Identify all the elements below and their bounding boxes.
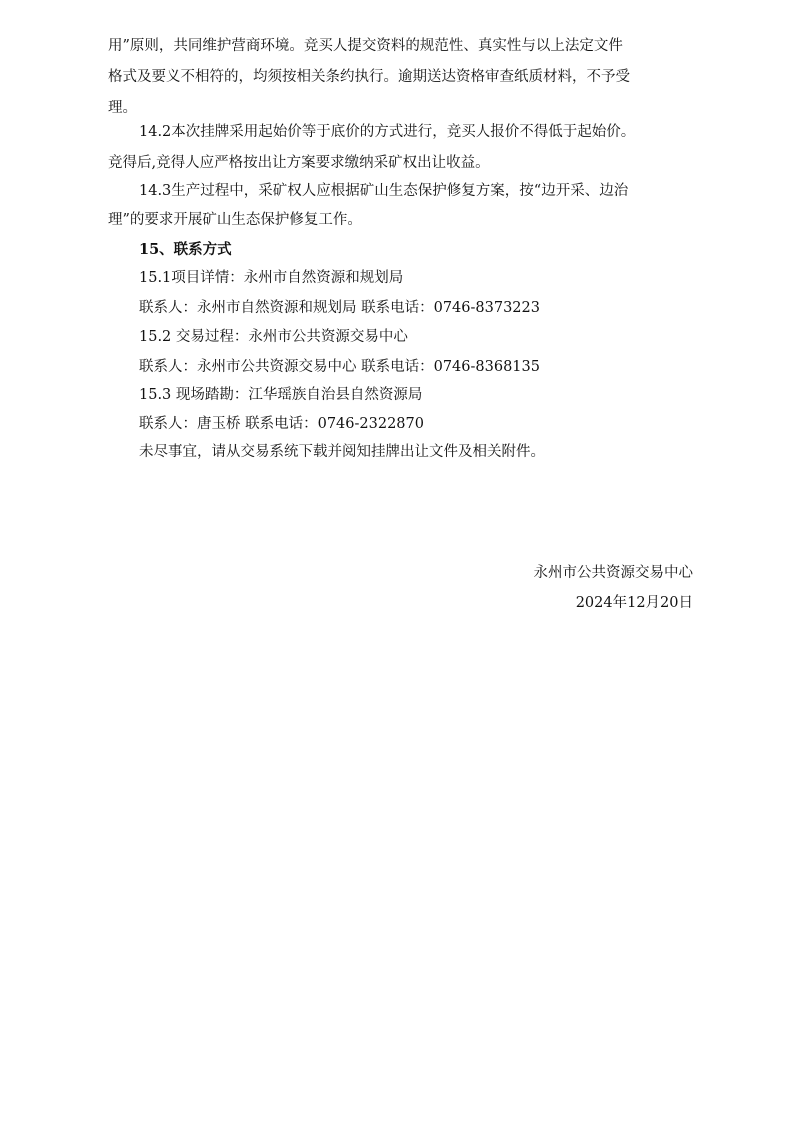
paragraph-1-line-2: 格式及要义不相符的，均须按相关条约执行。逾期送达资格审查纸质材料，不予受 xyxy=(108,69,630,85)
closing-note: 未尽事宜，请从交易系统下载并阅知挂牌出让文件及相关附件。 xyxy=(139,444,545,460)
signature-date: 2024年12月20日 xyxy=(575,595,693,611)
paragraph-14-2-line-2: 竞得后,竞得人应严格按出让方案要求缴纳采矿权出让收益。 xyxy=(108,155,490,171)
contact-site-survey-person: 联系人：唐玉桥 联系电话：0746-2322870 xyxy=(139,416,424,432)
contact-project-details-person: 联系人：永州市自然资源和规划局 联系电话：0746-8373223 xyxy=(139,300,540,316)
paragraph-14-2-line-1: 14.2本次挂牌采用起始价等于底价的方式进行，竞买人报价不得低于起始价。 xyxy=(139,124,636,140)
paragraph-14-3-line-2: 理”的要求开展矿山生态保护修复工作。 xyxy=(108,212,362,228)
contact-trading-process-person: 联系人：永州市公共资源交易中心 联系电话：0746-8368135 xyxy=(139,359,540,375)
paragraph-14-3-line-1: 14.3生产过程中，采矿权人应根据矿山生态保护修复方案，按“边开采、边治 xyxy=(139,183,629,199)
contact-site-survey: 15.3 现场踏勘：江华瑶族自治县自然资源局 xyxy=(139,387,423,403)
contact-trading-process: 15.2 交易过程：永州市公共资源交易中心 xyxy=(139,329,408,345)
signature-organization: 永州市公共资源交易中心 xyxy=(533,565,693,581)
contact-project-details: 15.1项目详情：永州市自然资源和规划局 xyxy=(139,270,404,286)
paragraph-1-line-1: 用”原则，共同维护营商环境。竞买人提交资料的规范性、真实性与以上法定文件 xyxy=(108,38,623,54)
paragraph-1-line-3: 理。 xyxy=(108,100,137,116)
section-heading: 15、联系方式 xyxy=(139,241,232,258)
